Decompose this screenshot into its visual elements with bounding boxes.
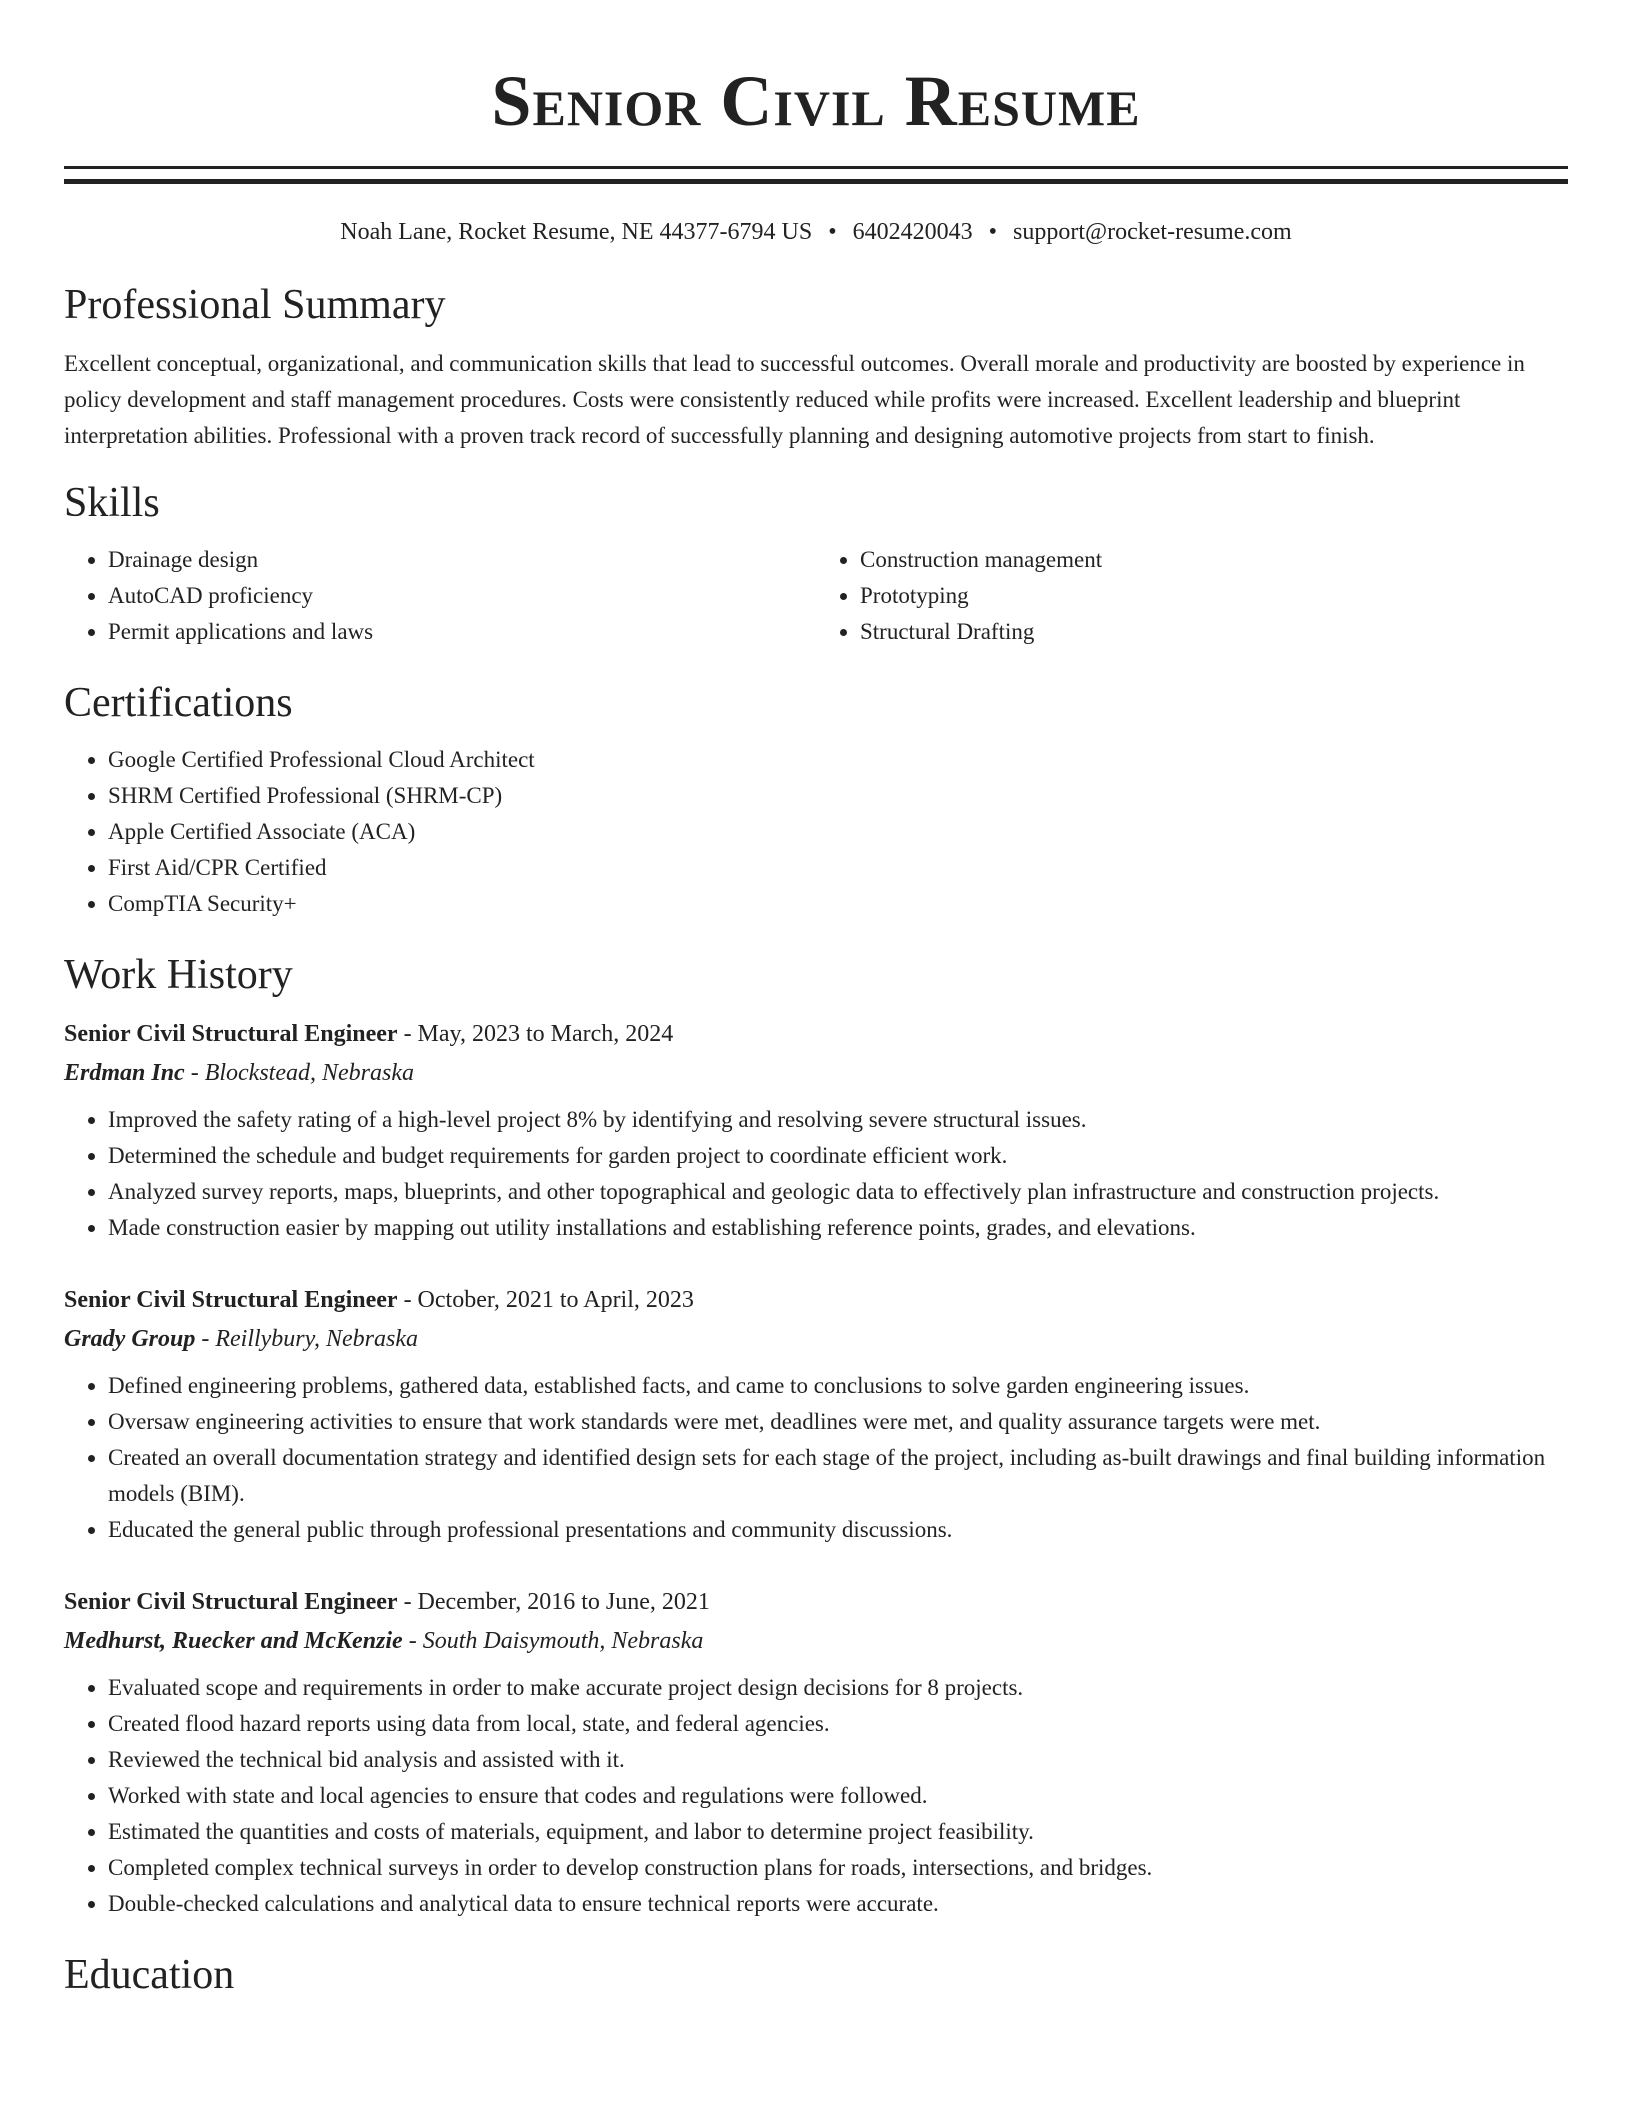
certification-item: • First Aid/CPR Certified [108, 850, 1568, 886]
job-title: Senior Civil Structural Engineer [64, 1589, 398, 1615]
job-title-line [64, 1280, 1568, 1320]
employer-name: Erdman Inc [64, 1060, 185, 1086]
contact-line [64, 216, 1568, 248]
job-entry [64, 1014, 1568, 1246]
job-bullet: • Oversaw engineering activities to ensure that work standards were met, deadlines were met, and quality assurance targets were met. [108, 1404, 1568, 1440]
job-bullet: • Educated the general public through professional presentations and community discussions. [108, 1512, 1568, 1548]
employer-line [64, 1054, 1568, 1092]
skills-heading: Skills [64, 480, 160, 526]
employer-location: - Blockstead, Nebraska [184, 1060, 414, 1086]
job-title: Senior Civil Structural Engineer [64, 1287, 398, 1313]
certification-item: • Apple Certified Associate (ACA) [108, 814, 1568, 850]
job-bullet: • Improved the safety rating of a high-level project 8% by identifying and resolving severe structural issues. [108, 1102, 1568, 1138]
employer-line [64, 1622, 1568, 1660]
job-bullets [64, 1368, 1568, 1548]
job-bullets [64, 1670, 1568, 1922]
skills-list-right [816, 542, 1568, 650]
contact-address: Noah Lane, Rocket Resume, NE 44377-6794 US [340, 219, 813, 245]
skill-item: • Structural Drafting [860, 614, 1568, 650]
skills-columns [64, 542, 1568, 650]
skill-item: • Permit applications and laws [108, 614, 816, 650]
employer-location: - Reillybury, Nebraska [195, 1326, 418, 1352]
job-bullet: • Evaluated scope and requirements in order to make accurate project design decisions for 8 projects. [108, 1670, 1568, 1706]
employer-line [64, 1320, 1568, 1358]
summary-heading: Professional Summary [64, 282, 446, 328]
job-bullet: • Determined the schedule and budget requirements for garden project to coordinate efficient work. [108, 1138, 1568, 1174]
job-entry [64, 1280, 1568, 1548]
job-title: Senior Civil Structural Engineer [64, 1021, 398, 1047]
education-heading: Education [64, 1952, 235, 1998]
job-bullet: • Double-checked calculations and analytical data to ensure technical reports were accurate. [108, 1886, 1568, 1922]
job-dates: - May, 2023 to March, 2024 [397, 1021, 674, 1047]
employer-location: - South Daisymouth, Nebraska [402, 1628, 704, 1654]
skill-item: • Prototyping [860, 578, 1568, 614]
resume-title: Senior Civil Resume [491, 61, 1141, 141]
skill-item: • Construction management [860, 542, 1568, 578]
contact-email: support@rocket-resume.com [1013, 219, 1292, 245]
certification-item: • Google Certified Professional Cloud Architect [108, 742, 1568, 778]
job-dates: - October, 2021 to April, 2023 [397, 1287, 694, 1313]
job-bullet: • Reviewed the technical bid analysis and assisted with it. [108, 1742, 1568, 1778]
certifications-list [64, 742, 1568, 922]
certifications-heading: Certifications [64, 680, 293, 726]
job-title-line [64, 1014, 1568, 1054]
contact-separator: • [988, 219, 998, 245]
contact-phone: 6402420043 [852, 219, 973, 245]
job-bullet: • Worked with state and local agencies to ensure that codes and regulations were followed. [108, 1778, 1568, 1814]
job-bullet: • Estimated the quantities and costs of materials, equipment, and labor to determine project feasibility. [108, 1814, 1568, 1850]
certification-item: • CompTIA Security+ [108, 886, 1568, 922]
employer-name: Grady Group [64, 1326, 196, 1352]
job-bullet: • Defined engineering problems, gathered data, established facts, and came to conclusions to solve garden engineering issues. [108, 1368, 1568, 1404]
work-history-heading: Work History [64, 952, 293, 998]
skill-item: • AutoCAD proficiency [108, 578, 816, 614]
title-double-rule [64, 166, 1568, 184]
skills-list-left [64, 542, 816, 650]
job-title-line [64, 1582, 1568, 1622]
skill-item: • Drainage design [108, 542, 816, 578]
employer-name: Medhurst, Ruecker and McKenzie [64, 1628, 403, 1654]
job-bullet: • Made construction easier by mapping out utility installations and establishing reference points, grades, and elevations. [108, 1210, 1568, 1246]
job-bullet: • Created flood hazard reports using data from local, state, and federal agencies. [108, 1706, 1568, 1742]
certification-item: • SHRM Certified Professional (SHRM-CP) [108, 778, 1568, 814]
contact-separator: • [828, 219, 837, 245]
summary-text: Excellent conceptual, organizational, and communication skills that lead to successful outcomes. Overall morale and productivity are boosted by experience in policy development and staff management procedures. Costs were consistently reduced while profits were increased. Excellent leadership and blueprint interpretation abilities. Professional with a proven track record of successfully planning and designing automotive projects from start to finish. [64, 351, 1525, 448]
job-bullets [64, 1102, 1568, 1246]
job-bullet: • Analyzed survey reports, maps, blueprints, and other topographical and geologic data to effectively plan infrastructure and construction projects. [108, 1174, 1568, 1210]
job-bullet: • Created an overall documentation strategy and identified design sets for each stage of the project, including as-built drawings and final building information models (BIM). [108, 1440, 1568, 1512]
job-entry [64, 1582, 1568, 1922]
job-dates: - December, 2016 to June, 2021 [397, 1589, 710, 1615]
job-bullet: • Completed complex technical surveys in order to develop construction plans for roads, intersections, and bridges. [108, 1850, 1568, 1886]
